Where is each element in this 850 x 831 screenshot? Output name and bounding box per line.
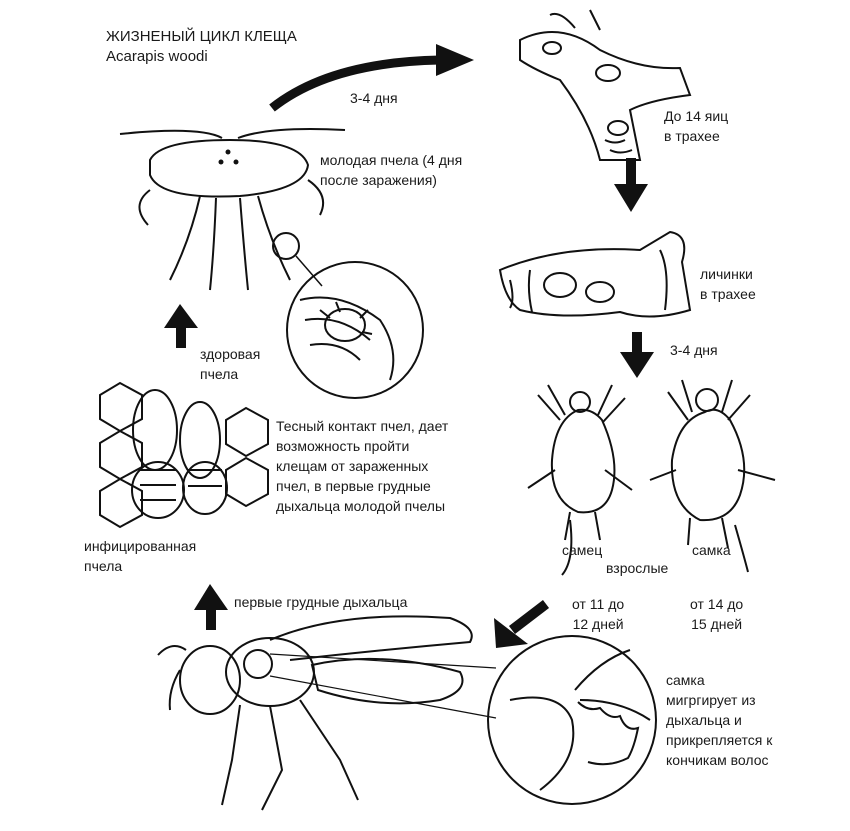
label-female: самка (692, 542, 731, 558)
label-male: самец (562, 542, 603, 558)
trachea-with-larvae-drawing (500, 232, 690, 317)
label-adults: взрослые (606, 560, 669, 576)
label-female-migrates: самка мигргирует из дыхальца и прикрепляется к кончикам волос (666, 672, 773, 768)
arrow-to-migration (494, 604, 546, 648)
arrow-up-to-young-bee (164, 304, 198, 348)
infected-bee-side-view-drawing (158, 616, 496, 810)
label-close-contact: Тесный контакт пчел, дает возможность пройти клещам от зараженных пчел, в первые грудные дыхальца молодой пчелы (276, 418, 449, 514)
diagram-subtitle: Acarapis woodi (106, 48, 208, 65)
label-first-thoracic-spiracles: первые грудные дыхальца (234, 594, 408, 610)
label-young-bee: молодая пчела (4 дня после заражения) (320, 152, 463, 188)
label-days-3-4-right: 3-4 дня (670, 342, 718, 358)
label-infected-bee: инфицированная пчела (84, 538, 197, 574)
arrow-to-larvae (614, 158, 648, 212)
arrow-to-adults (620, 332, 654, 378)
label-male-days: от 11 до 12 дней (572, 596, 625, 632)
magnified-trachea-drawing (287, 262, 423, 398)
label-healthy-bee: здоровая пчела (200, 346, 261, 382)
label-eggs-in-trachea: До 14 яиц в трахее (664, 108, 729, 144)
young-bee-thorax-drawing (120, 129, 345, 290)
diagram-title: ЖИЗНЕНЫЙ ЦИКЛ КЛЕЩА (106, 28, 297, 45)
two-bees-on-comb-drawing (100, 383, 268, 527)
label-female-days: от 14 до 15 дней (690, 596, 744, 632)
label-larvae-in-trachea: личинки в трахее (700, 266, 756, 302)
magnified-spiracle-drawing (488, 636, 656, 804)
label-days-3-4-top: 3-4 дня (350, 90, 398, 106)
arrow-up-left (194, 584, 228, 630)
